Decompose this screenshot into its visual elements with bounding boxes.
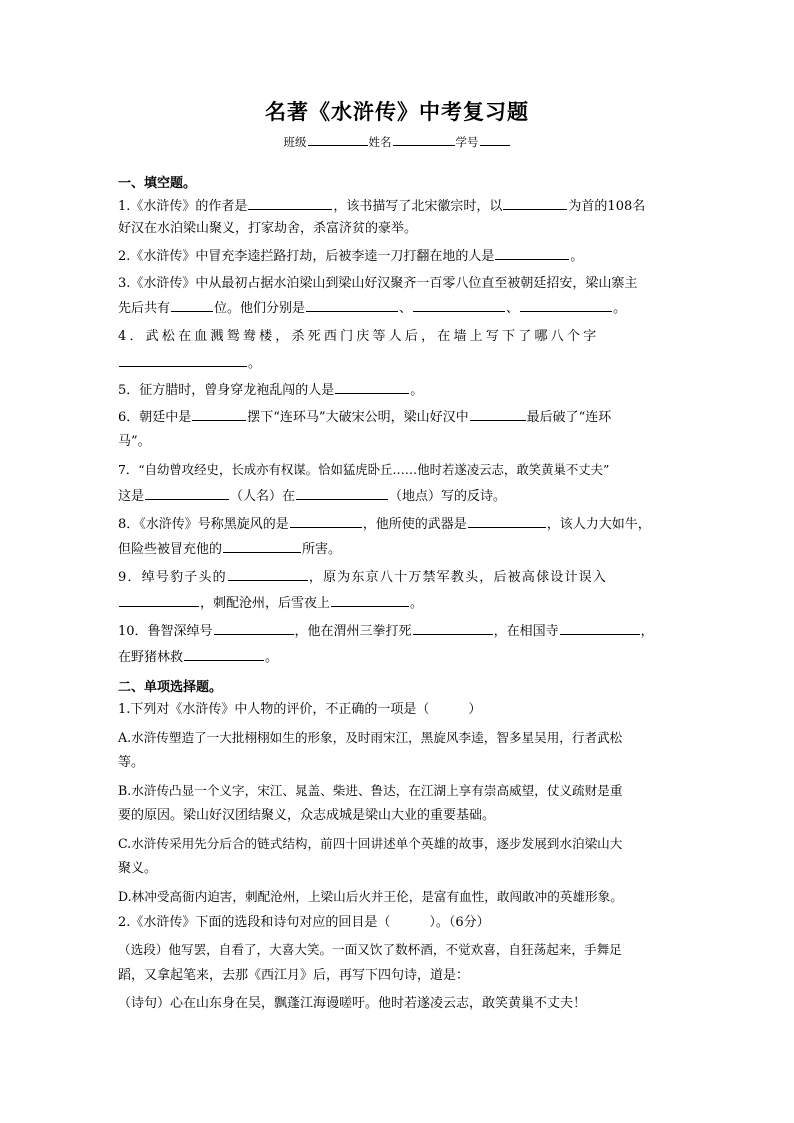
passage-line [118,995,586,1013]
question-text: 9．绰号豹子头的 [118,570,227,585]
question-text: 为首的108名 [568,199,646,214]
question-text: 在野猪林救 [118,650,184,665]
answer-blank[interactable] [248,197,332,210]
name-label: 姓名 [368,135,392,149]
question-line [118,197,645,216]
answer-blank[interactable] [331,594,409,607]
question-text: A.水浒传塑造了一大批栩栩如生的形象，及时雨宋江，黑旋风李逵，智多星吴用，行者武松 [118,730,623,745]
question-text: ，在相国寺 [493,624,559,639]
question-text: 。 [613,301,627,316]
choice-option-a [118,729,622,747]
question-text: D.林冲受高衙内迫害，刺配沧州，上梁山后火并王伦，是富有血性，敢闯敢冲的英雄形象。 [118,889,623,904]
answer-blank[interactable] [192,408,246,421]
question-text: ，原为东京八十万禁军教头，后被高俅设计误入 [308,570,608,585]
question-line [118,247,583,266]
question-text: （人名）在 [230,489,296,504]
id-blank[interactable] [480,133,510,146]
question-text: 6．朝廷中是 [118,410,192,425]
question-text: ，他在渭州三拳打死 [294,624,412,639]
question-line [118,540,341,559]
name-blank[interactable] [393,133,455,146]
question-text: 、 [399,301,413,316]
section-fill-heading: 一、填空题。 [118,176,197,191]
question-text: 2.《水浒传》下面的选段和诗句对应的回目是（ ）。（6分） [118,915,490,930]
answer-blank[interactable] [503,197,567,210]
question-line [118,487,506,506]
question-text: （选段）他写罢，自看了，大喜大笑。一面又饮了数杯酒，不觉欢喜，自狂荡起来，手舞足 [118,942,622,957]
question-text: 、 [506,301,520,316]
answer-blank[interactable] [296,487,388,500]
question-line [118,220,417,238]
answer-blank[interactable] [495,247,569,260]
question-text: 。 [570,249,584,264]
question-text: ，他所使的武器是 [362,517,467,532]
answer-blank[interactable] [290,515,362,528]
question-text: 。 [410,596,424,611]
passage-line [118,941,622,959]
question-text: 所害。 [302,542,342,557]
question-line [118,328,599,346]
question-line [118,354,261,373]
question-text: （诗句）心在山东身在吴，飘蓬江海谩嗟吁。他时若遂凌云志，敢笑黄巢不丈夫！ [118,996,587,1011]
answer-blank[interactable] [470,408,526,421]
question-text: 7．“自幼曾攻经史，长成亦有权谋。恰如猛虎卧丘……他时若遂凌云志，敢笑黄巢不丈夫” [118,462,610,477]
question-text: 。 [248,356,262,371]
answer-blank[interactable] [171,299,213,312]
answer-blank[interactable] [223,540,301,553]
question-text: 。 [265,650,279,665]
question-line [118,461,609,479]
question-text: 好汉在水泊梁山聚义，打家劫舍，杀富济贫的豪举。 [118,221,418,236]
question-text: ，该人力大如牛， [546,517,651,532]
answer-blank[interactable] [520,299,612,312]
question-text: 要的原因。梁山好汉团结聚义，众志成城是梁山大业的重要基础。 [118,808,496,823]
choice-option-b [118,807,495,825]
question-text: ，刺配沧州，后雪夜上 [200,596,331,611]
question-line [118,433,151,451]
question-text: 先后共有 [118,301,171,316]
question-line [118,568,607,587]
question-line [118,648,278,667]
question-text: ， [640,624,654,639]
question-line [118,408,611,427]
question-text: 。 [410,383,424,398]
answer-blank[interactable] [335,381,409,394]
question-text: 10．鲁智深绰号 [118,624,213,639]
passage-line [118,967,469,985]
question-line [118,701,481,719]
choice-option-b [118,782,622,800]
question-text: 位。他们分别是 [214,301,306,316]
choice-option-a [118,754,144,772]
class-blank[interactable] [308,133,368,146]
answer-blank[interactable] [214,622,294,635]
question-line [118,299,626,318]
page-title: 名著《水浒传》中考复习题 [265,99,529,124]
question-line [118,594,423,613]
choice-option-d [118,888,623,906]
question-text: B.水浒传凸显一个义字，宋江、晁盖、柴进、鲁达，在江湖上享有崇高威望，仗义疏财是重 [118,783,623,798]
answer-blank[interactable] [413,622,493,635]
id-label: 学号 [455,135,479,149]
question-line [118,515,651,534]
question-text: 马”。 [118,434,151,449]
section-choice-heading: 二、单项选择题。 [118,680,223,695]
question-text: 3.《水浒传》中从最初占据水泊梁山到梁山好汉聚齐一百零八位直至被朝廷招安，梁山寨主 [118,276,638,291]
question-text: 8．《水浒传》号称黑旋风的是 [118,517,289,532]
class-label: 班级 [283,135,307,149]
question-text: 1.《水浒传》的作者是 [118,199,248,214]
question-line [118,275,637,293]
question-text: 蹈，又拿起笔来，去那《西江月》后，再写下四句诗，道是： [118,968,470,983]
choice-option-c [118,860,157,878]
answer-blank[interactable] [119,354,247,367]
answer-blank[interactable] [184,648,264,661]
answer-blank[interactable] [560,622,640,635]
question-text: C.水浒传采用先分后合的链式结构，前四十回讲述单个英雄的故事，逐步发展到水泊梁山大 [118,836,623,851]
student-info-line [0,133,794,150]
answer-blank[interactable] [413,299,505,312]
question-text: 最后破了“连环 [526,410,612,425]
answer-blank[interactable] [306,299,398,312]
question-text: 5．征方腊时，曾身穿龙袍乱闯的人是 [118,383,335,398]
choice-option-c [118,835,622,853]
question-text: 摆下“连环马”大破宋公明，梁山好汉中 [247,410,469,425]
question-text: （地点）写的反诗。 [389,489,507,504]
question-text: 但险些被冒充他的 [118,542,223,557]
question-text: 聚义。 [118,861,158,876]
question-text: 4．武松在血溅鸳鸯楼，杀死西门庆等人后，在墙上写下了哪八个字 [118,329,600,344]
question-text: 等。 [118,755,145,770]
answer-blank[interactable] [119,594,199,607]
question-text: ，该书描写了北宋徽宗时，以 [333,199,503,214]
question-line [118,381,423,400]
question-line [118,914,490,932]
question-line [118,622,654,641]
answer-blank[interactable] [468,515,546,528]
question-text: 2.《水浒传》中冒充李逵拦路打劫，后被李逵一刀打翻在地的人是 [118,249,495,264]
question-text: 1.下列对《水浒传》中人物的评价，不正确的一项是（ ） [118,702,482,717]
answer-blank[interactable] [145,487,229,500]
answer-blank[interactable] [228,568,308,581]
question-text: 这是 [118,489,145,504]
